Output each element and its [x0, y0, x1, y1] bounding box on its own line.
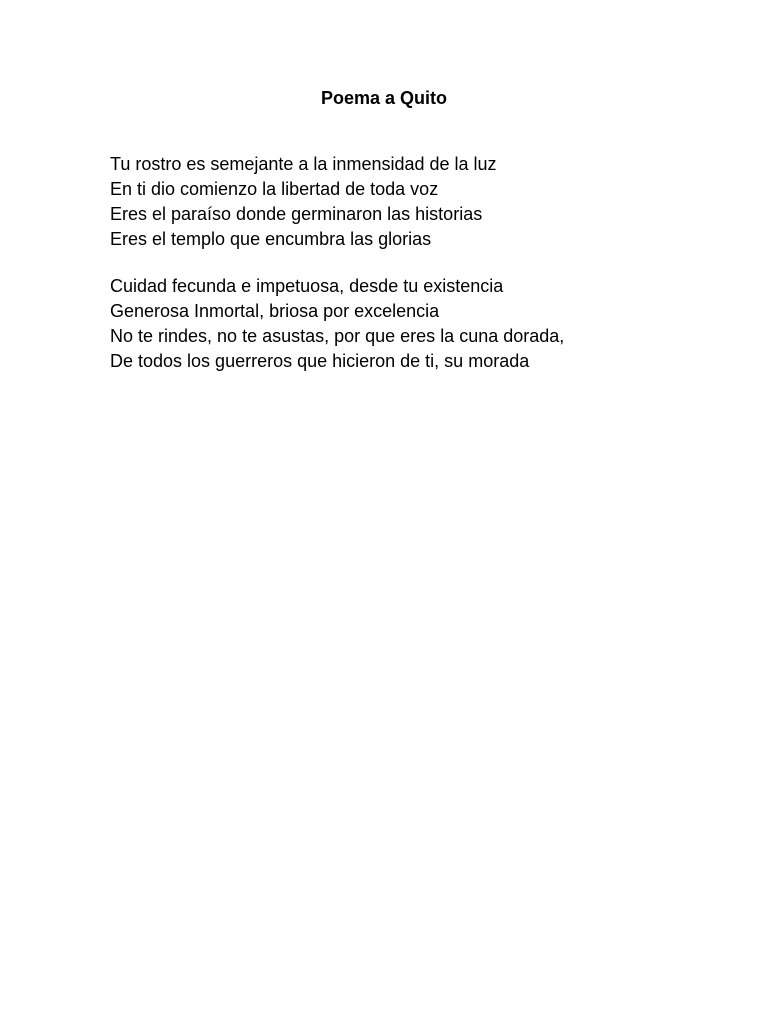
poem-line: De todos los guerreros que hicieron de ti, su morada	[110, 351, 530, 371]
poem-title: Poema a Quito	[320, 88, 448, 108]
poem-line: Eres el paraíso donde germinaron las historias	[110, 204, 483, 224]
poem-line: Eres el templo que encumbra las glorias	[110, 229, 432, 249]
poem-line: Generosa Inmortal, briosa por excelencia	[110, 301, 440, 321]
poem-line: En ti dio comienzo la libertad de toda voz	[110, 179, 439, 199]
poem-line: Cuidad fecunda e impetuosa, desde tu existencia	[110, 276, 504, 296]
stanza-2	[110, 274, 730, 374]
poem-line: Tu rostro es semejante a la inmensidad de la luz	[110, 154, 497, 174]
stanza-1	[110, 152, 730, 252]
poem-line: No te rindes, no te asustas, por que eres la cuna dorada,	[110, 326, 565, 346]
